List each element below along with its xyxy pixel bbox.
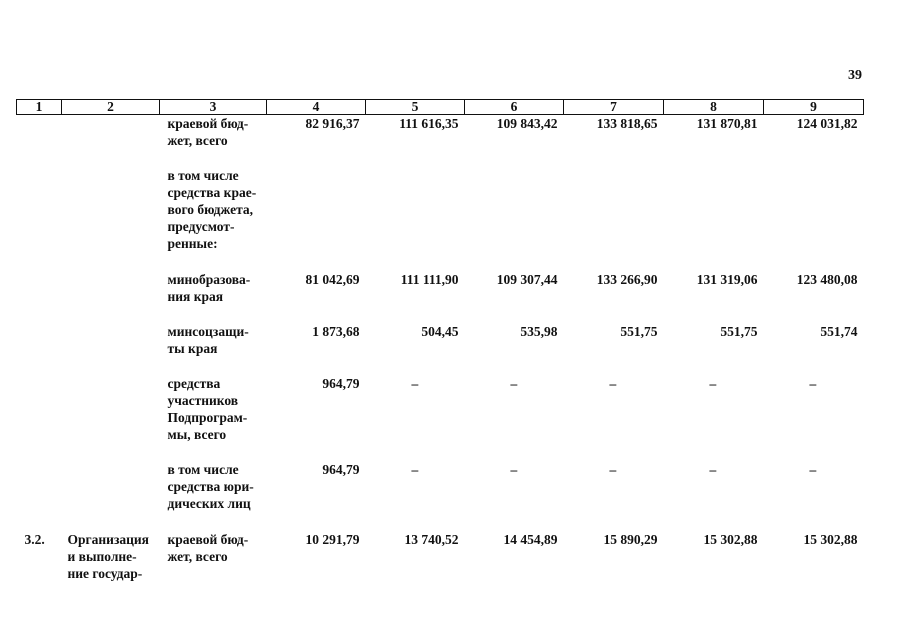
- value-col-9: 123 480,08: [796, 271, 858, 287]
- row-source: в том числе средства юри- дических лиц: [167, 461, 254, 511]
- budget-table: [16, 99, 864, 591]
- value-col-6: 109 307,44: [496, 271, 558, 287]
- value-col-4: 1 873,68: [312, 323, 360, 339]
- row-name: Организация и выполне- ние государ-: [67, 531, 149, 581]
- table-row: [17, 531, 864, 591]
- row-name: [62, 375, 160, 461]
- value-col-5: 111 111,90: [400, 271, 459, 287]
- row-name: [62, 323, 160, 375]
- row-name: [62, 115, 160, 167]
- value-col-4: 82 916,37: [305, 116, 360, 131]
- header-col-4: 4: [267, 100, 366, 115]
- value-col-9: [764, 167, 864, 271]
- value-col-9: –: [809, 461, 817, 477]
- value-col-7: [564, 167, 664, 271]
- value-col-8: [664, 167, 764, 271]
- value-col-6: –: [510, 375, 518, 391]
- value-col-5: 13 740,52: [404, 531, 459, 547]
- value-col-8: 551,75: [720, 323, 758, 339]
- value-col-4: 964,79: [322, 461, 360, 477]
- row-code: [17, 323, 62, 375]
- row-source: средства участников Подпрограм- мы, всего: [167, 375, 248, 442]
- value-col-7: 551,75: [620, 323, 658, 339]
- header-col-1: 1: [17, 100, 62, 115]
- row-code: [17, 115, 62, 167]
- row-source: краевой бюд- жет, всего: [167, 116, 249, 148]
- header-col-6: 6: [465, 100, 564, 115]
- value-col-9: –: [809, 375, 817, 391]
- value-col-5: –: [411, 375, 419, 391]
- table-row: [17, 323, 864, 375]
- value-col-8: 15 302,88: [703, 531, 758, 547]
- value-col-7: –: [609, 461, 617, 477]
- value-col-9: 124 031,82: [796, 116, 858, 131]
- row-code: [17, 375, 62, 461]
- value-col-6: 14 454,89: [503, 531, 558, 547]
- header-row: [17, 100, 864, 115]
- value-col-6: –: [510, 461, 518, 477]
- value-col-6: 109 843,42: [496, 116, 558, 131]
- value-col-8: –: [709, 375, 717, 391]
- table-body: [17, 115, 864, 591]
- value-col-8: 131 870,81: [696, 116, 758, 131]
- value-col-4: [267, 167, 366, 271]
- value-col-9: 15 302,88: [803, 531, 858, 547]
- value-col-7: 133 266,90: [596, 271, 658, 287]
- value-col-5: 111 616,35: [399, 116, 459, 131]
- row-source: минсоцзащи- ты края: [167, 323, 249, 356]
- value-col-7: –: [609, 375, 617, 391]
- value-col-8: –: [709, 461, 717, 477]
- header-col-5: 5: [366, 100, 465, 115]
- table-header: [17, 100, 864, 115]
- value-col-4: 81 042,69: [305, 271, 360, 287]
- row-code: 3.2.: [24, 531, 45, 547]
- value-col-5: –: [411, 461, 419, 477]
- row-code: [17, 167, 62, 271]
- value-col-5: [366, 167, 465, 271]
- row-source: минобразова- ния края: [167, 271, 251, 304]
- page-number: 39: [848, 68, 862, 83]
- table-row: [17, 167, 864, 271]
- header-col-7: 7: [564, 100, 664, 115]
- header-col-2: 2: [62, 100, 160, 115]
- value-col-8: 131 319,06: [696, 271, 758, 287]
- row-source: в том числе средства крае- вого бюджета, предусмот- ренные:: [167, 167, 257, 251]
- value-col-9: 551,74: [820, 323, 858, 339]
- row-name: [62, 167, 160, 271]
- header-col-8: 8: [664, 100, 764, 115]
- table-row: [17, 461, 864, 531]
- value-col-7: 133 818,65: [596, 116, 658, 131]
- header-col-3: 3: [160, 100, 267, 115]
- row-name: [62, 271, 160, 323]
- value-col-6: [465, 167, 564, 271]
- row-name: [62, 461, 160, 531]
- value-col-4: 10 291,79: [305, 531, 360, 547]
- table-row: [17, 271, 864, 323]
- value-col-7: 15 890,29: [603, 531, 658, 547]
- row-source: краевой бюд- жет, всего: [167, 531, 249, 564]
- header-col-9: 9: [764, 100, 864, 115]
- row-code: [17, 461, 62, 531]
- value-col-6: 535,98: [520, 323, 558, 339]
- table-row: [17, 115, 864, 167]
- value-col-5: 504,45: [421, 323, 459, 339]
- table-row: [17, 375, 864, 461]
- value-col-4: 964,79: [322, 375, 360, 391]
- row-code: [17, 271, 62, 323]
